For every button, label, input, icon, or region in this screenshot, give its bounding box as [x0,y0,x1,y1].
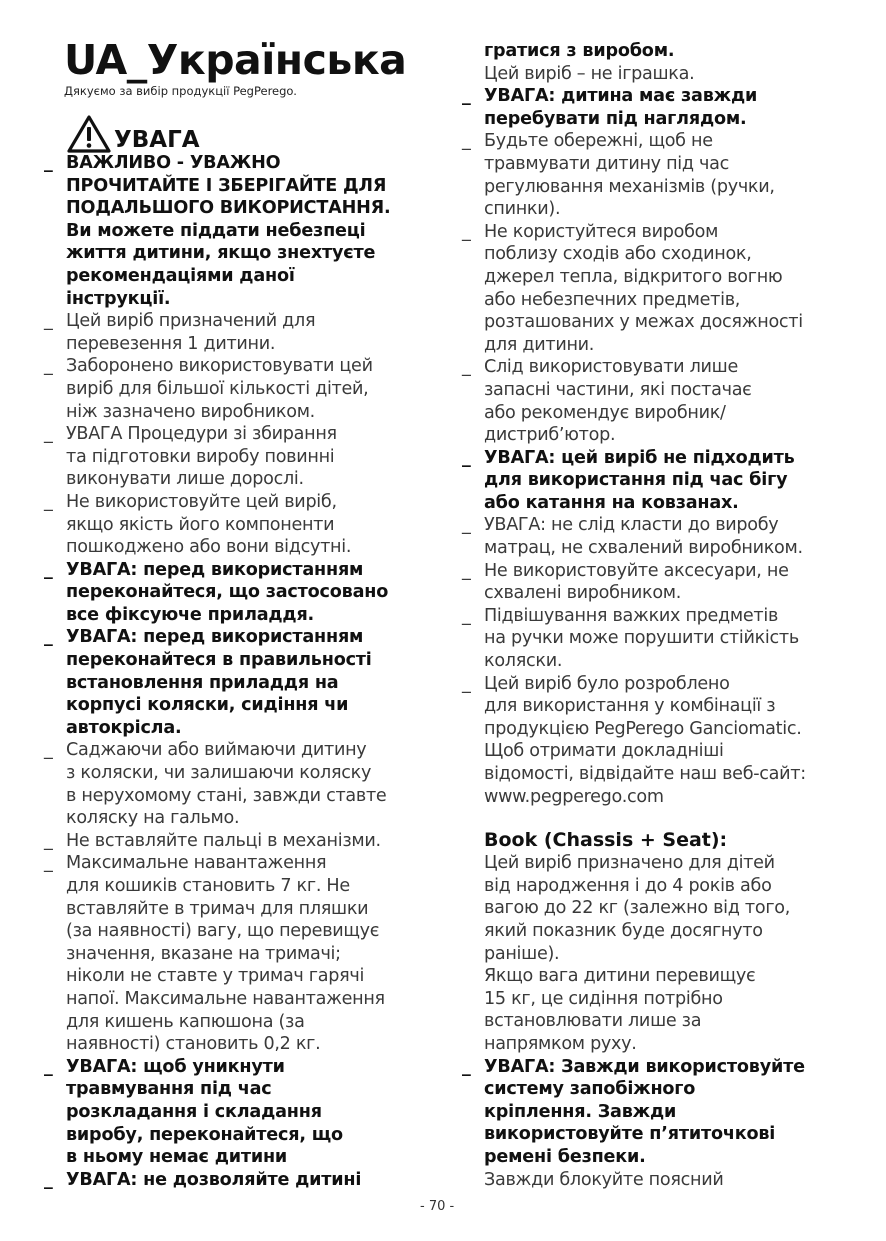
bullet-dash: _ [462,1056,471,1077]
text-line: УВАГА Процедури зі збирання [66,424,337,445]
list-item [44,423,434,491]
text-line: Слід використовувати лише [484,357,738,378]
bullet-dash: _ [44,1056,53,1077]
text-line: напрямком руху. [484,1033,637,1054]
bullet-dash: _ [462,221,471,242]
text-line: УВАГА: цей виріб не підходить [484,447,795,468]
text-line: розкладання і складання [66,1101,322,1122]
text-line: джерел тепла, відкритого вогню [484,266,783,287]
text-line: Не використовуйте аксесуари, не [484,560,789,581]
text-line: УВАГА: дитина має завжди [484,86,758,107]
text-line: розташованих у межах досяжності [484,312,803,333]
text-line: (за наявності) вагу, що перевищує [66,921,380,942]
text-line: в нерухомому стані, завжди ставте [66,785,387,806]
list-item [44,1056,434,1169]
bullet-dash: _ [44,627,53,648]
text-line: Цей виріб – не іграшка. [484,63,695,84]
text-line: УВАГА: щоб уникнути [66,1056,285,1077]
bullet-dash: _ [44,356,53,377]
right-column [462,40,862,1191]
text-line: гратися з виробом. [484,41,675,61]
text-line: переконайтеся, що застосовано [66,582,389,603]
text-line: перебувати під наглядом. [484,108,747,129]
text-line: ніколи не ставте у тримач гарячі [66,966,365,987]
bullet-dash: _ [44,153,53,173]
text-line: запасні частини, які постачає [484,379,752,400]
list-item [462,605,862,673]
text-line: 15 кг, це сидіння потрібно [484,988,723,1009]
bullet-dash: _ [44,311,53,332]
text-line: перевезення 1 дитини. [66,333,276,354]
text-line: виробу, переконайтеся, що [66,1124,343,1145]
text-line: коляску на гальмо. [66,808,240,829]
text-line: Будьте обережні, щоб не [484,131,713,152]
text-line: Заборонено використовувати цей [66,356,373,377]
text-line: від народження і до 4 років або [484,875,772,896]
text-line: регулювання механізмів (ручки, [484,176,775,197]
list-item [462,130,862,220]
bullet-dash: _ [462,515,471,536]
text-line: дистриб’ютор. [484,425,616,446]
page-subtitle: Дякуємо за вибір продукції PegPerego. [64,84,297,98]
text-line: для використання під час бігу [484,470,788,491]
text-line: ПРОЧИТАЙТЕ І ЗБЕРІГАЙТЕ ДЛЯ [66,175,387,196]
text-line: напої. Максимальне навантаження [66,988,385,1009]
text-line: УВАГА: перед використанням [66,559,364,580]
text-line: або катання на ковзанах. [484,492,739,513]
text-line: ніж зазначено виробником. [66,401,315,422]
list-item [462,673,862,809]
list-item [462,1056,862,1169]
list-item [462,447,862,515]
text-line: з коляски, чи залишаючи коляску [66,763,372,784]
list-item [44,355,434,423]
bullet-dash: _ [44,491,53,512]
list-item [44,626,434,739]
text-line: для дитини. [484,334,595,355]
text-line: вставляйте в тримач для пляшки [66,898,369,919]
text-line: травмувати дитину під час [484,153,729,174]
text-line: виконувати лише дорослі. [66,469,304,490]
text-line: спинки). [484,199,561,220]
list-item [462,356,862,446]
text-line: та підготовки виробу повинні [66,446,335,467]
warning-triangle-icon [66,114,112,154]
text-line: www.pegperego.com [484,786,664,807]
text-line: для використання у комбінації з [484,696,776,717]
bullet-dash: _ [462,357,471,378]
page-title: UA_Українська [64,36,407,84]
list-item [44,1169,434,1192]
text-line: продукцією PegPerego Ganciomatic. [484,718,802,739]
text-line: все фіксуюче приладдя. [66,604,315,625]
left-column [44,152,434,1191]
text-line: Якщо вага дитини перевищує [484,966,756,987]
text-line: Цей виріб призначено для дітей [484,853,775,874]
text-line: поблизу сходів або сходинок, [484,244,752,265]
list-item [44,310,434,355]
text-line: ВАЖЛИВО - УВАЖНО [66,153,281,173]
list-item [44,559,434,627]
bullet-dash: _ [44,1169,53,1190]
bullet-dash: _ [462,605,471,626]
text-line: Не користуйтеся виробом [484,221,719,242]
text-line: Цей виріб призначений для [66,311,316,332]
bullet-dash: _ [462,86,471,107]
bullet-dash: _ [462,447,471,468]
list-item [44,739,434,829]
bullet-dash: _ [462,673,471,694]
text-line: на ручки може порушити стійкість [484,628,799,649]
text-line: раніше). [484,943,560,964]
text-line: рекомендаціями даної [66,265,295,286]
bullet-dash: _ [462,131,471,152]
list-item [462,63,862,86]
list-item [462,852,862,1055]
text-line: виріб для більшої кількості дітей, [66,378,369,399]
text-line: Не використовуйте цей виріб, [66,491,337,512]
text-line: встановлення приладдя на [66,672,339,693]
text-line: який показник буде досягнуто [484,920,763,941]
text-line: або небезпечних предметів, [484,289,741,310]
list-item [44,152,434,310]
bullet-dash: _ [44,830,53,851]
list-item [44,830,434,853]
text-line: матрац, не схвалений виробником. [484,538,803,559]
list-item [462,1169,862,1192]
text-line: УВАГА: не слід класти до виробу [484,515,779,536]
warning-heading [66,114,200,154]
text-line: використовуйте п’ятиточкові [484,1124,776,1145]
text-line: Щоб отримати докладніші [484,741,724,762]
text-line: життя дитини, якщо знехтуєте [66,243,376,264]
list-item [462,560,862,605]
text-line: коляски. [484,651,563,672]
text-line: ПОДАЛЬШОГО ВИКОРИСТАННЯ. [66,198,391,219]
text-line: УВАГА: не дозволяйте дитині [66,1169,362,1190]
bullet-dash: _ [44,424,53,445]
list-item [462,40,862,63]
text-line: Не вставляйте пальці в механізми. [66,830,381,851]
list-item [44,491,434,559]
section-heading: Book (Chassis + Seat): [484,829,728,852]
warning-label: УВАГА [114,127,200,153]
text-line: значення, вказане на тримачі; [66,943,341,964]
text-line: автокрісла. [66,717,182,738]
list-item [44,852,434,1055]
text-line: або рекомендує виробник/ [484,402,726,423]
text-line: УВАГА: перед використанням [66,627,364,648]
text-line: Цей виріб було розроблено [484,673,730,694]
text-line: ремені безпеки. [484,1146,646,1167]
text-line: кріплення. Завжди [484,1101,677,1122]
page-number: - 70 - [420,1199,455,1214]
text-line: Підвішування важких предметів [484,605,779,626]
text-line: Ви можете піддати небезпеці [66,220,366,241]
text-line: переконайтеся в правильності [66,650,372,671]
text-line: відомості, відвідайте наш веб-сайт: [484,764,806,784]
text-line: встановлювати лише за [484,1011,702,1032]
text-line: пошкоджено або вони відсутні. [66,537,352,558]
text-line: для кишень капюшона (за [66,1011,305,1032]
text-line: вагою до 22 кг (залежно від того, [484,898,791,919]
list-item [462,221,862,357]
text-line: схвалені виробником. [484,583,682,604]
bullet-dash: _ [462,560,471,581]
text-line: інструкції. [66,288,171,309]
list-item [462,514,862,559]
list-item [462,85,862,130]
text-line: наявності) становить 0,2 кг. [66,1034,321,1055]
text-line: травмування під час [66,1079,272,1100]
text-line: корпусі коляски, сидіння чи [66,695,349,716]
text-line: для кошиків становить 7 кг. Не [66,876,350,896]
text-line: УВАГА: Завжди використовуйте [484,1056,805,1077]
text-line: в ньому немає дитини [66,1147,288,1168]
text-line: Максимальне навантаження [66,853,327,874]
text-line: якщо якість його компоненти [66,514,335,535]
text-line: систему запобіжного [484,1079,696,1100]
text-line: Саджаючи або виймаючи дитину [66,740,367,761]
text-line: Завжди блокуйте поясний [484,1169,724,1190]
bullet-dash: _ [44,559,53,580]
bullet-dash: _ [44,740,53,761]
bullet-dash: _ [44,853,53,874]
